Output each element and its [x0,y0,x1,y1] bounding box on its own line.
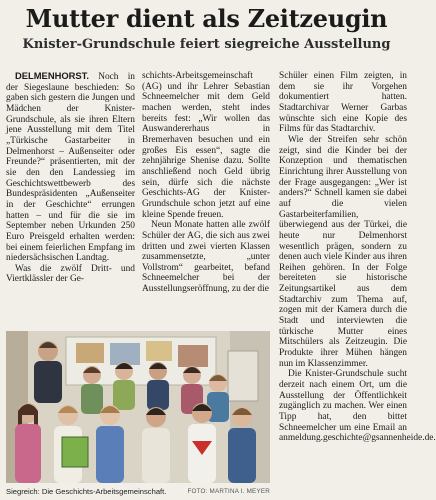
paragraph: Die Knister-Grundschule sucht derzeit nach einem Ort, um die Ausstellung der Öffentlichkeit zugänglich zu machen. Wer einen Tipp hat, den bittet Schneemelcher um eine Email an anmeldung.geschichte@gsannenheide.de. [279,369,436,444]
article-subheadline: Knister-Grundschule feiert siegreiche Ausstellung [22,37,391,52]
caption-text: Siegreich: Die Geschichts-Arbeitsgemeinschaft. [6,487,167,496]
paragraph [6,71,135,264]
photo-credit: FOTO: MARTINA I. MEYER [187,488,270,495]
group-photo [6,331,270,483]
group-photo-illustration [6,331,270,483]
text-column-1 [6,71,135,285]
article-headline: Mutter dient als Zeitzeugin [25,4,388,33]
text-column-2 [142,71,270,295]
paragraph: Was die zwölf Dritt- und Viertklässler der Ge- [6,263,135,285]
paragraph: Wie der Streifen sehr schön zeigt, sind die Kinder bei der Konzeption und thematischen Einrichtung ihrer Ausstellung von der Frage ausgegangen: „Wer ist anders?“ Schnell kamen sie dabei auf die vielen Gastarbeiterfamilien, überwiegend aus der Türkei, die heute nur Delmenhorst wesentlich prägen, sondern zu denen auch viele Kinder aus ihren Reihen gehören. In der Folge bereiteten sie historische Zeitungsartikel aus dem Stadtarchiv zum Thema auf, zogen mit der Kamera durch die Stadt und interviewten die türkische Mutter eines Mitschülers als Zeitzeugin. Die Produkte ihrer Mühen hängen nun im Klassenzimmer. [279,134,407,369]
text-column-3 [279,71,436,444]
photo-caption [6,486,270,498]
paragraph: Schüler einen Film zeigten, in dem sie ihr Vorgehen dokumentiert hatten. Stadtarchivar Werner Garbas wünschte sich eine Kopie des Films für das Stadtarchiv. [279,71,407,135]
dateline: DELMENHORST. [15,70,89,81]
paragraph: schichts-Arbeitsgemeinschaft (AG) und ihr Lehrer Sebastian Schneemelcher mit dem Geld machen werden, steht indes bereits fest: „Wir wollen das Auswandererhaus in Bremerhaven besuchen und ein großes Eis essen“, sagte die zehnjährige Shenise dazu. Sollte anschließend noch Geld übrig sein, dürfe sich die nächste Geschichts-AG der Knister-Grundschule schon jetzt auf eine kleine Spende freuen. [142,71,270,220]
paragraph: Neun Monate hatten alle zwölf Schüler der AG, die sich aus zwei dritten und zwei vierten Klassen zusammensetzte, „unter Vollstrom“ gearbeitet, befand Schneemelcher bei der Ausstellungseröffnung, zu der die [142,220,270,295]
paragraph-text: Noch in der Siegeslaune beschieden: So gaben sich gestern die Jungen und Mädchen der Knister-Grundschule, als sie ihren Eltern jene Ausstellung mit dem Titel „Türkische Gastarbeiter in Delmenhorst – Außenseiter oder Freunde?“ präsentierten, mit der sie den den Landessieg im Geschichtswettbewerb des Bundespräsidenten „Außenseiter in der Geschichte“ errungen hatten – und für die sie im September neben Urkunden 250 Euro Preisgeld erhalten werden: bei einem feierlichen Empfang im niedersächsischen Landtag. [6,72,135,264]
